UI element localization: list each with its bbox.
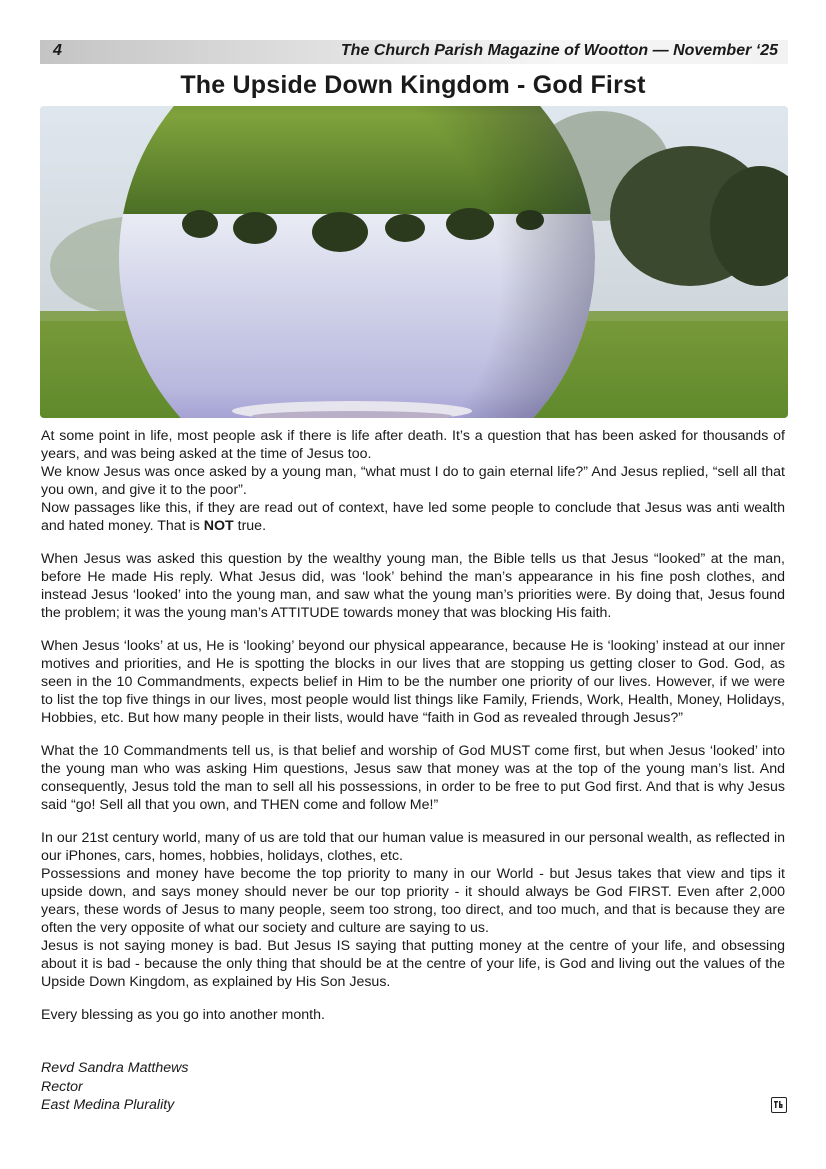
paragraph-text: Now passages like this, if they are read out of context, have led some people to conclude that Jesus was anti wealth and hated money. That is bbox=[41, 500, 785, 534]
paragraph: Possessions and money have become the top priority to many in our World - but Jesus takes that view and tips it upside down, and says money should never be our top priority - it should always be God FIRST. Even after 2,000 years, these words of Jesus to many people, seem too strong, too direct, and too much, and that is because they are often the very opposite of what our society and culture are saying to us. bbox=[41, 866, 785, 936]
paragraph: At some point in life, most people ask if there is life after death. It’s a question that has been asked for thousands of years, and was being asked at the time of Jesus too. bbox=[41, 428, 785, 462]
magazine-title: The Church Parish Magazine of Wootton — November ‘25 bbox=[340, 42, 778, 59]
paragraph: Every blessing as you go into another month. bbox=[41, 1007, 325, 1023]
signature-org: East Medina Plurality bbox=[41, 1097, 175, 1113]
signature bbox=[41, 1059, 188, 1115]
page-number: 4 bbox=[53, 42, 62, 59]
paragraph: When Jesus ‘looks’ at us, He is ‘looking’ beyond our physical appearance, because He is ‘looking’ instead at our inner motives and priorities, and He is spotting the blocks in our lives that are stopping us getting closer to God. God, as seen in the 10 Commandments, expects belief in Him to be the number one priority of our lives. However, if we were to list the top five things in our lives, most people would list things like Family, Friends, Work, Health, Money, Holidays, Hobbies, etc. But how many people in their lists, would have “faith in God as revealed through Jesus?” bbox=[41, 638, 785, 726]
article-title: The Upside Down Kingdom - God First bbox=[180, 71, 646, 99]
paragraph: Jesus is not saying money is bad. But Jesus IS saying that putting money at the centre of your life, and obsessing about it is bad - because the only thing that should be at the centre of your life, is God and living out the values of the Upside Down Kingdom, as explained by His Son Jesus. bbox=[41, 938, 785, 990]
paragraph: When Jesus was asked this question by the wealthy young man, the Bible tells us that Jesus “looked” at the man, before He made His reply. What Jesus did, was ‘look’ behind the man’s appearance in his fine posh clothes, and instead Jesus ‘looked’ into the young man, and saw what the young man’s priorities were. By doing that, Jesus found the problem; it was the young man’s ATTITUDE towards money that was blocking His faith. bbox=[41, 551, 785, 621]
paragraph bbox=[41, 499, 785, 535]
paragraph: What the 10 Commandments tell us, is that belief and worship of God MUST come first, but when Jesus ‘looked’ into the young man who was asking Him questions, Jesus saw that money was at the top of the young man’s list. And consequently, Jesus told the man to sell all his possessions, in order to be free to put God first. And that is why Jesus said “go! Sell all that you own, and THEN come and follow Me!” bbox=[41, 743, 785, 813]
signature-name: Revd Sandra Matthews bbox=[41, 1060, 189, 1076]
paragraph-text: true. bbox=[233, 518, 267, 534]
crystal-ball-photo bbox=[40, 106, 788, 418]
header-bar bbox=[40, 40, 788, 64]
paragraph: In our 21st century world, many of us are told that our human value is measured in our personal wealth, as reflected in our iPhones, cars, homes, hobbies, holidays, clothes, etc. bbox=[41, 830, 785, 864]
publisher-logo-icon bbox=[771, 1097, 787, 1113]
emphasis-not: NOT bbox=[203, 518, 234, 534]
signature-role: Rector bbox=[41, 1078, 83, 1095]
article-body bbox=[41, 427, 785, 1024]
paragraph: We know Jesus was once asked by a young man, “what must I do to gain eternal life?” And Jesus replied, “sell all that you own, and give it to the poor”. bbox=[41, 464, 785, 498]
